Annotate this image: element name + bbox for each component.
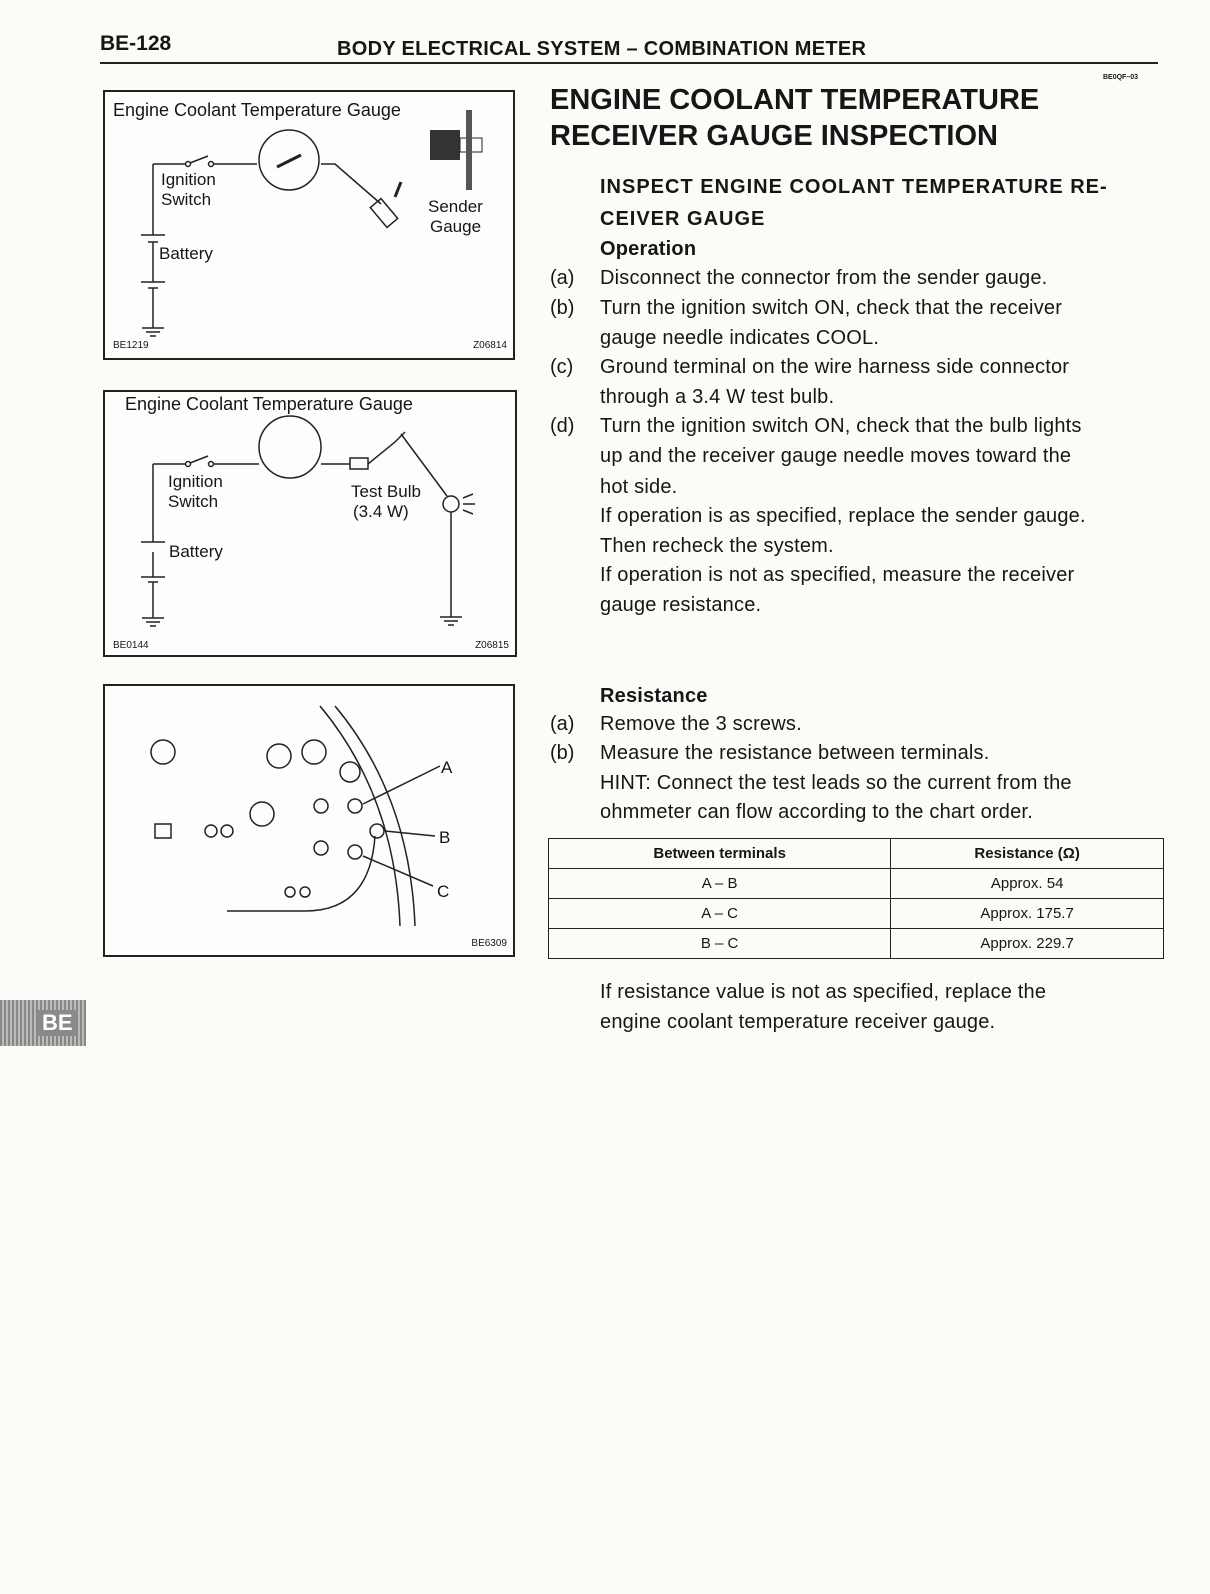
- running-title: BODY ELECTRICAL SYSTEM – COMBINATION METER: [337, 38, 867, 60]
- label-ignition: Ignition: [161, 170, 216, 189]
- conclusion-text: engine coolant temperature receiver gauge.: [600, 1011, 996, 1033]
- step-text: Measure the resistance between terminals.: [600, 742, 990, 764]
- resistance-cell: Approx. 175.7: [891, 899, 1164, 929]
- hint-text: HINT: Connect the test leads so the current from the: [600, 772, 1072, 794]
- note-text: Then recheck the system.: [600, 535, 834, 557]
- step-text: Remove the 3 screws.: [600, 713, 802, 735]
- figure-test-bulb-circuit: [103, 390, 517, 657]
- step-marker: (b): [550, 742, 575, 764]
- resistance-heading: Resistance: [600, 685, 708, 707]
- step-marker: (b): [550, 297, 575, 319]
- title-line: RECEIVER GAUGE INSPECTION: [550, 120, 998, 152]
- figure-id: BE1219: [113, 340, 149, 351]
- figure-id: BE6309: [471, 938, 507, 949]
- section-title: [550, 82, 1039, 154]
- section-tab: [0, 1000, 86, 1046]
- figure-ref: Z06814: [473, 340, 507, 351]
- label-gauge: Gauge: [430, 217, 482, 236]
- circuit-diagram: [105, 392, 515, 655]
- table-row: [549, 929, 1164, 959]
- subheading: CEIVER GAUGE: [600, 208, 766, 230]
- conclusion-text: If resistance value is not as specified, replace the: [600, 981, 1047, 1003]
- resistance-cell: Approx. 229.7: [891, 929, 1164, 959]
- step-text: hot side.: [600, 476, 678, 498]
- step-marker: (d): [550, 415, 575, 437]
- label-switch: Switch: [161, 190, 212, 209]
- step-marker: (a): [550, 267, 575, 289]
- resistance-cell: Approx. 54: [891, 869, 1164, 899]
- terminal-a-label: A: [441, 758, 453, 777]
- doc-code: BE0QF–03: [1103, 74, 1139, 81]
- terminals-cell: B – C: [549, 929, 891, 959]
- label-battery: Battery: [169, 542, 223, 561]
- terminals-cell: A – B: [549, 869, 891, 899]
- title-line: ENGINE COOLANT TEMPERATURE: [550, 84, 1040, 116]
- terminal-b-label: B: [439, 828, 451, 847]
- label-sender: Sender: [428, 197, 483, 216]
- figure-sender-circuit: [103, 90, 515, 360]
- header-rule: [100, 62, 1158, 64]
- label-bulb-wattage: (3.4 W): [353, 502, 409, 521]
- step-text: Ground terminal on the wire harness side connector: [600, 356, 1070, 378]
- step-text: Turn the ignition switch ON, check that the receiver: [600, 297, 1063, 319]
- column-header: Between terminals: [549, 839, 891, 869]
- table-header-row: [549, 839, 1164, 869]
- label-ignition: Ignition: [168, 472, 223, 491]
- note-text: If operation is as specified, replace the sender gauge.: [600, 505, 1086, 527]
- resistance-table: [548, 838, 1164, 959]
- table-row: [549, 869, 1164, 899]
- column-header: Resistance (Ω): [891, 839, 1164, 869]
- figure-title: Engine Coolant Temperature Gauge: [125, 394, 413, 414]
- terminal-c-label: C: [437, 882, 450, 901]
- figure-gauge-terminals: [103, 684, 515, 957]
- subheading: INSPECT ENGINE COOLANT TEMPERATURE RE-: [600, 176, 1108, 198]
- label-switch: Switch: [168, 492, 219, 511]
- step-text: through a 3.4 W test bulb.: [600, 386, 835, 408]
- step-marker: (c): [550, 356, 574, 378]
- table-row: [549, 899, 1164, 929]
- step-text: gauge needle indicates COOL.: [600, 327, 880, 349]
- step-text: up and the receiver gauge needle moves toward the: [600, 445, 1072, 467]
- note-text: gauge resistance.: [600, 594, 762, 616]
- figure-ref: Z06815: [475, 640, 509, 651]
- step-text: Disconnect the connector from the sender gauge.: [600, 267, 1048, 289]
- label-test-bulb: Test Bulb: [351, 482, 421, 501]
- terminals-cell: A – C: [549, 899, 891, 929]
- step-text: Turn the ignition switch ON, check that the bulb lights: [600, 415, 1082, 437]
- gauge-back-diagram: [105, 686, 513, 955]
- figure-title: Engine Coolant Temperature Gauge: [113, 100, 401, 120]
- section-tab-label: BE: [38, 1010, 77, 1036]
- hint-text: ohmmeter can flow according to the chart order.: [600, 801, 1033, 823]
- note-text: If operation is not as specified, measure the receiver: [600, 564, 1075, 586]
- label-battery: Battery: [159, 244, 213, 263]
- figure-id: BE0144: [113, 640, 149, 651]
- step-marker: (a): [550, 713, 575, 735]
- operation-heading: Operation: [600, 238, 697, 260]
- page-number: BE-128: [100, 32, 172, 55]
